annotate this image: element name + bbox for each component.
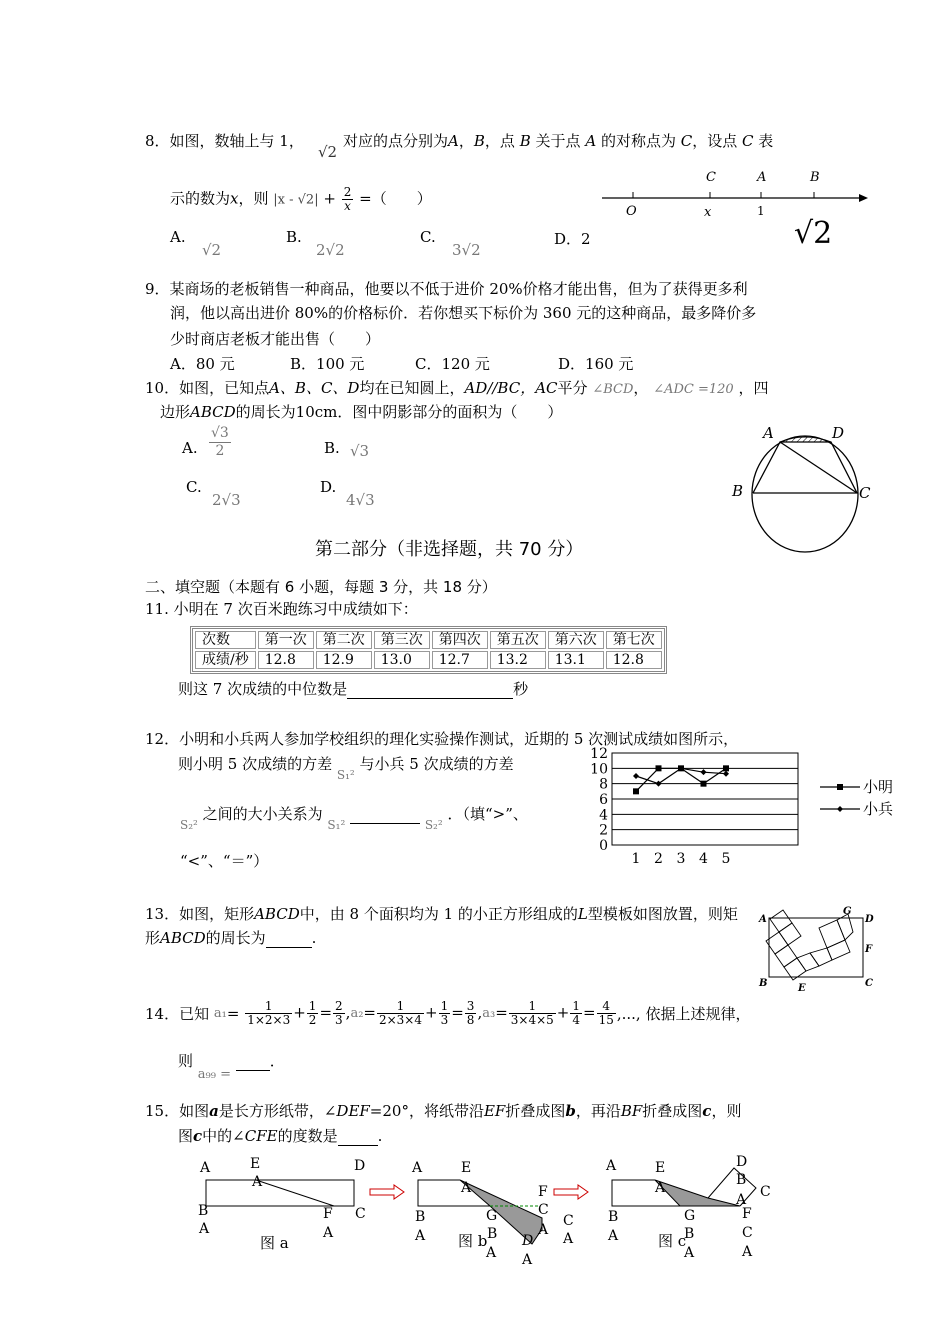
q14-a1: a₁ [213,1006,227,1021]
q10-opt-b-val: √3 [350,442,370,460]
fa-c: C [355,1206,366,1222]
q14-line1: 14．已知 a₁= $\frac{1}{1\times 2\times 3}$ + $\frac{1}{2}$ = $\frac{2}{3}$ ,a₂= $\frac{1}{2\times 3\times 4}$ + $\frac{1}{3}$ = $\frac{3}{8}$ ,a₃= $\frac{1}{3\times 4\times 5}$ + $\frac{1}{4}$ = $\frac{4}{15}$ ,..., 依据上述规律， [145,999,751,1027]
fc-c: C [760,1184,771,1200]
axis-label-a: A [757,170,767,185]
fig-b-label: B [732,482,744,500]
fig-d-label: D [832,424,845,442]
q8-number-line [598,165,878,250]
q10-opt-a-num: √3 [211,425,229,441]
q9-option-a: A．80 元 [170,355,235,373]
q13-text: 13．如图，矩形 [145,905,255,923]
q14-a2: a₂ [350,1006,364,1021]
q9-option-c: C．120 元 [415,355,490,373]
fa-f-a: A [323,1225,334,1241]
fb-caption: 图 b [458,1232,488,1250]
fc-f-c: C [742,1225,753,1241]
q10-parallel: AD//BC，AC [464,379,558,397]
q10-text: 的周长为10cm．图中阴影部分的面积为（ ） [235,403,563,421]
q14-frac-d: 3 [440,1013,449,1027]
fb-f: F [538,1184,548,1200]
q8-opt-d: D．2 [554,230,591,248]
x-tick-label: 2 [654,851,663,867]
q8-B2: B [519,132,531,150]
q8-fraction [342,186,354,213]
x-tick-label: 4 [699,851,708,867]
q9-option-b: B．100 元 [290,355,365,373]
q13-abcd2: ABCD [160,929,206,947]
data-point [701,769,707,775]
axis-label-c: C [706,170,716,185]
fig13-g: G [843,906,852,917]
q14-frac [465,1000,477,1027]
fig-a-label: A [763,424,774,442]
legend-label: 小明 [863,778,894,796]
fb-g-b: B [487,1226,498,1242]
q14-frac-d: 2 [308,1013,317,1027]
q8-A2: A [585,132,597,150]
chart-grid [612,753,798,845]
q14-frac [245,1000,292,1027]
y-tick-label: 2 [599,822,608,839]
q13-l: L [577,905,588,923]
q11-text: 则这 7 次成绩的中位数是 [178,680,348,698]
q8-C: C [680,132,693,150]
q10-opt-b: B. [324,439,340,457]
q8-C2: C [742,132,754,150]
table-cell: 12.8 [258,651,314,669]
fc-b-a: A [608,1228,619,1244]
fc-e-a: A [655,1180,666,1196]
q8-text: 对应的点分别为 [343,132,449,150]
q12-line4: “<”、“＝”） [180,852,269,870]
chart-y-ticks [590,746,608,854]
q8-text: 的对称点为 [600,132,676,150]
fc-caption: 图 c [658,1232,687,1250]
fig13-e: E [798,983,806,994]
q12-line3 [180,803,528,832]
chart-x-ticks [632,851,731,867]
series-line-1 [636,768,726,791]
q14-answer-blank[interactable] [236,1052,270,1071]
axis-origin: O [626,204,637,219]
fb-b-a: A [415,1228,426,1244]
fc-b: B [608,1209,619,1225]
table-cell: 12.9 [316,651,372,669]
q14-frac-n: 1 [509,1000,556,1014]
q8-eq: =（ ） [359,189,432,208]
fb-d-a: A [522,1252,533,1268]
chart-legend [820,778,893,818]
fc-d-b: B [736,1172,747,1188]
q8-sqrt2: √2 [318,143,338,161]
table-cell: 第三次 [374,631,430,649]
part2-title: 第二部分（非选择题，共 70 分） [315,539,584,560]
axis-x: x [704,205,712,220]
q15-angle2: ∠CFE [232,1127,278,1145]
q10-line1 [145,377,768,398]
q11-line1: 11. 小明在 7 次百米跑练习中成绩如下： [145,600,418,618]
fig13-a: A [759,914,767,925]
q14-frac-d: 8 [466,1013,475,1027]
q15-text: 15．如图 [145,1102,210,1120]
q14-frac-n: 1 [308,999,317,1013]
q8-line2 [170,186,432,213]
q11-line2 [178,678,528,699]
q10-text: 平分 [557,379,588,397]
q14-frac [377,1000,424,1027]
q10-text: 边形 [160,403,191,421]
q10-line2 [160,401,562,422]
fig13-d: D [865,914,874,925]
q15-c2: c [193,1127,203,1145]
score-table [190,626,667,674]
fig13-b: B [759,978,768,989]
q8-text: 关于点 [535,132,581,150]
q13-rectangle-figure [755,900,880,996]
table-cell: 成绩/秒 [195,651,256,669]
fb-g: G [486,1208,498,1224]
q10-points: A、B、C、D [269,379,360,397]
q15-text: 折叠成图 [642,1102,703,1120]
q8-B: B [473,132,485,150]
q14-line2 [178,1050,285,1082]
q8-text: 示的数为 [170,189,231,208]
q8-frac-num: 2 [343,185,352,199]
table-cell: 13.1 [548,651,604,669]
fa-f: F [323,1206,333,1222]
y-tick-label: 10 [590,761,608,778]
table-cell: 13.0 [374,651,430,669]
table-row [195,651,662,669]
q8-A: A [448,132,459,150]
q8-opt-c-val: 3√2 [452,241,481,259]
q8-text: ，则 [238,189,269,208]
x-tick-label: 1 [631,851,641,867]
q14-frac-n: 1 [377,1000,424,1014]
fb-c-a: A [563,1231,574,1247]
q14-frac [509,1000,556,1027]
data-point [633,788,639,794]
q10-angle1: ∠BCD [592,382,634,397]
q15-b: b [565,1102,576,1120]
q15-answer-blank[interactable] [338,1127,378,1146]
q14-frac-n: 1 [572,999,580,1013]
q12-text: ．（填“>”、 [447,805,528,823]
y-tick-label: 4 [599,807,608,824]
data-point [701,781,707,787]
q9-line3: 少时商店老板才能出售（ ） [170,330,381,348]
fc-d-a: A [736,1192,747,1208]
q8-text: ，设点 [692,132,738,150]
q10-opt-a-val [209,425,231,460]
q14-frac-n: 1 [245,1000,292,1014]
fc-d: D [736,1154,748,1170]
fb-e: E [461,1160,472,1176]
q15-text: . [377,1127,383,1145]
q14-a3: a₃ [482,1006,496,1021]
q13-text: 型模板如图放置，则矩 [587,905,738,923]
q14-tail: ,..., 依据上述规律， [616,1005,751,1023]
fa-caption: 图 a [260,1234,289,1252]
q14-frac-n: 4 [597,1000,616,1014]
chart-series [633,765,729,794]
fb-fc-a: A [538,1222,549,1238]
q14-frac-n: 1 [440,999,449,1013]
q15-text: ，则 [711,1102,742,1120]
fc-a: A [606,1158,617,1174]
q8-opt-a-val: √2 [202,241,222,259]
fb-d: D [522,1233,534,1249]
q10-opt-d-val: 4√3 [346,491,375,509]
q15-text: =20°，将纸带沿 [369,1102,484,1120]
y-tick-label: 0 [599,838,608,854]
data-point [723,765,729,771]
q10-abcd: ABCD [190,403,236,421]
q15-line2 [178,1125,382,1146]
table-cell: 第五次 [490,631,546,649]
q14-frac [307,1000,319,1027]
q8-opt-b-val: 2√2 [316,241,345,259]
q8-options [170,228,610,264]
axis-label-b: B [810,170,820,185]
q8-opt-b: B. [286,228,302,246]
q10-sep: ， [633,379,649,397]
table-cell: 第二次 [316,631,372,649]
x-tick-label: 3 [676,851,686,867]
q12-text: 之间的大小关系为 [202,805,323,823]
data-point [723,771,729,777]
q12-s2b: S₂² [424,818,443,832]
q9-line1: 9．某商场的老板销售一种商品，他要以不低于进价 20%价格才能出售，但为了获得更多利 [145,280,748,298]
q14-frac-d: 4 [572,1013,580,1027]
fa-e-a: A [252,1174,263,1190]
x-tick-label: 5 [721,851,731,867]
q15-text: 图 [178,1127,194,1145]
fc-g-a: A [684,1245,695,1261]
q15-folding-figures [190,1148,790,1273]
fb-c: C [563,1213,574,1229]
q14-frac [333,1000,345,1027]
q12-line2 [178,753,514,782]
q15-a: a [209,1102,219,1120]
q8-text: 8．如图，数轴上与 1， [145,132,304,150]
q13-text: 的周长为 [205,929,266,947]
fc-f: F [742,1206,752,1222]
fb-e-a: A [461,1180,472,1196]
q15-text: 折叠成图 [505,1102,566,1120]
table-header-row [195,631,662,649]
q10-text: 均在已知圆上， [359,379,465,397]
data-point [633,773,639,779]
q8-line1-rest: 对应的点分别为A，B，点 B 关于点 A 的对称点为 C，设点 C 表 [343,132,774,150]
q12-s1b: S₁² [327,818,346,832]
q10-opt-a: A. [182,439,198,457]
q14-frac-d: 3 [335,1013,343,1027]
fa-e: E [250,1156,261,1172]
y-tick-label: 12 [590,746,608,762]
y-tick-label: 6 [599,792,608,808]
axis-sqrt2: √2 [794,216,833,250]
q14-text: ． [269,1052,285,1070]
q8-line1 [145,130,304,151]
q14-eq: = [226,1004,240,1023]
q13-line2 [145,927,316,948]
fc-e: E [655,1160,666,1176]
q15-line1 [145,1100,741,1121]
table-cell: 13.2 [490,651,546,669]
q13-text: 中，由 8 个面积均为 1 的小正方形组成的 [299,905,578,923]
q10-opt-a-den: 2 [215,443,225,459]
q13-text: 形 [145,929,161,947]
fa-b-a: A [199,1221,210,1237]
fc-f-a: A [742,1244,753,1260]
q12-text: 则小明 5 次成绩的方差 [178,755,333,773]
q8-text: ，点 [484,132,515,150]
table-cell: 第四次 [432,631,488,649]
section-heading: 二、填空题（本题有 6 小题，每题 3 分，共 18 分） [145,578,497,596]
q13-abcd: ABCD [254,905,300,923]
q15-text: ，再沿 [575,1102,621,1120]
axis-one: 1 [757,204,765,218]
q14-frac-d: 15 [598,1013,614,1027]
q14-frac-n: 2 [335,999,343,1013]
q14-frac-d: 1×2×3 [247,1013,291,1027]
fb-g-a: A [486,1245,497,1261]
q8-opt-c: C. [420,228,436,246]
q12-answer-blank[interactable] [350,805,420,824]
legend-marker [837,806,843,812]
q14-frac-d: 3×4×5 [510,1013,554,1027]
q14-frac [570,1000,582,1027]
fb-a: A [412,1160,423,1176]
q8-abs-expr: |x - √2| [273,192,319,208]
q12-line-chart [588,745,900,870]
q8-opt-a: A. [170,228,186,246]
q10-text: ，四 [738,379,769,397]
q9-option-d: D．160 元 [558,355,634,373]
fa-b: B [198,1203,209,1219]
q10-angle2: ∠ADC =120 [653,382,734,397]
y-tick-label: 8 [599,776,608,793]
q14-text: 则 [178,1052,194,1070]
q9-line2: 润，他以高出进价 80%的价格标价．若你想买下标价为 360 元的这种商品，最多降价多 [170,304,757,322]
fc-g: G [684,1208,696,1224]
q13-line1 [145,903,752,924]
q8-frac-den: x [344,199,351,213]
q8-plus: + [323,189,336,208]
q8-text: 表 [758,132,774,150]
q10-circle-figure [728,420,878,555]
q12-s2: S₂² [180,818,198,832]
table-cell: 第六次 [548,631,604,649]
q10-opt-c: C. [186,478,202,496]
fig13-f: F [865,944,873,955]
fb-b: B [415,1209,426,1225]
fb-fc: C [538,1202,549,1218]
table-cell: 第一次 [258,631,314,649]
q11-text: 秒 [513,680,529,698]
legend-label: 小兵 [863,800,894,818]
fa-a: A [200,1160,211,1176]
q14-a99: a₉₉ = [197,1067,231,1082]
q12-text: 与小兵 5 次成绩的方差 [359,755,514,773]
q14-frac-d: 2×3×4 [378,1013,422,1027]
q13-text: . [311,929,317,947]
q8-x: x [230,189,239,208]
data-point [656,765,662,771]
q14-frac [597,1000,616,1027]
q14-frac-n: 3 [466,999,475,1013]
q15-text: 是长方形纸带， [218,1102,324,1120]
q11-answer-blank[interactable] [347,680,513,699]
q10-options [182,425,412,515]
q14-lead: 14．已知 [145,1005,210,1023]
q13-answer-blank[interactable] [266,929,312,948]
table-cell: 次数 [195,631,256,649]
q15-ef: EF [483,1102,506,1120]
q12-line1: 12．小明和小兵两人参加学校组织的理化实验操作测试，近期的 5 次测试成绩如图所示， [145,730,739,748]
fig13-c: C [865,978,873,989]
q10-opt-c-val: 2√3 [212,491,241,509]
q15-text: 中的 [202,1127,233,1145]
q15-bf: BF [620,1102,643,1120]
q10-text: 10．如图，已知点 [145,379,270,397]
q15-angle: ∠DEF [323,1102,370,1120]
q10-opt-d: D. [320,478,337,496]
q14-frac [439,1000,451,1027]
legend-marker [837,784,843,790]
q12-s1: S₁² [336,768,355,782]
table-cell: 第七次 [606,631,662,649]
fig-c-label: C [859,484,871,502]
q15-c: c [702,1102,712,1120]
table-cell: 12.8 [606,651,662,669]
q15-text: 的度数是 [277,1127,338,1145]
fc-g-b: B [684,1226,695,1242]
table-cell: 12.7 [432,651,488,669]
fa-d: D [354,1158,366,1174]
